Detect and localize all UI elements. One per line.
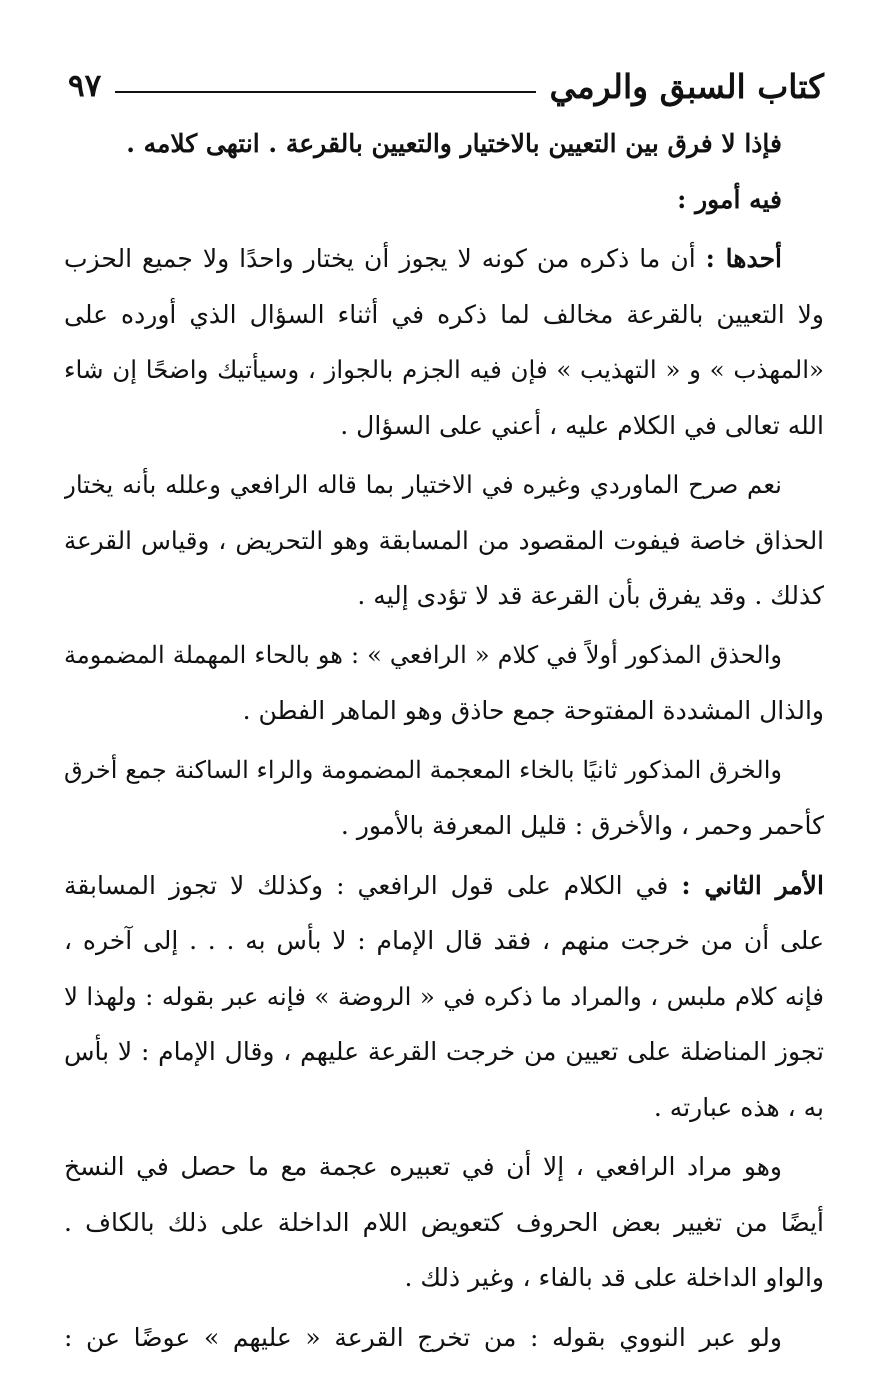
text-line: والخرق المذكور ثانيًا بالخاء المعجمة المضمومة والراء الساكنة جمع أخرق bbox=[64, 755, 782, 784]
text-line: على أن من خرجت منهم ، فقد قال الإمام : لا بأس به . . . إلى آخره ، bbox=[64, 926, 824, 955]
header-rule bbox=[115, 91, 535, 93]
line-text: في الكلام على قول الرافعي : وكذلك لا تجوز المسابقة bbox=[64, 870, 682, 900]
text-line: والحذق المذكور أولاً في كلام « الرافعي » : هو بالحاء المهملة المضمومة bbox=[64, 640, 782, 669]
text-line: ولو عبر النووي بقوله : من تخرج القرعة « عليهم » عوضًا عن : bbox=[64, 1322, 782, 1352]
running-header bbox=[64, 58, 824, 114]
section-lead: الأمر الثاني : bbox=[681, 870, 824, 900]
text-line: كذلك . وقد يفرق بأن القرعة قد لا تؤدى إليه . bbox=[357, 581, 824, 610]
book-title: كتاب السبق والرمي bbox=[549, 66, 824, 106]
text-line bbox=[64, 231, 824, 287]
text-line: تجوز المناضلة على تعيين من خرجت القرعة عليهم ، وقال الإمام : لا بأس bbox=[64, 1037, 824, 1066]
section-lead: أحدها : bbox=[705, 244, 782, 273]
text-line: فإذا لا فرق بين التعيين بالاختيار والتعيين بالقرعة . انتهى كلامه . bbox=[126, 129, 782, 158]
text-line: الحذاق خاصة فيفوت المقصود من المسابقة وهو التحريض ، وقياس القرعة bbox=[64, 525, 824, 555]
line-text: أن ما ذكره من كونه لا يجوز أن يختار واحدًا ولا جميع الحزب bbox=[64, 244, 706, 273]
text-line bbox=[64, 858, 824, 914]
text-line: الله تعالى في الكلام عليه ، أعني على السؤال . bbox=[340, 410, 824, 440]
text-line: ولا التعيين بالقرعة مخالف لما ذكره في أثناء السؤال الذي أورده على bbox=[64, 299, 824, 329]
text-line: والذال المشددة المفتوحة جمع حاذق وهو الماهر الفطن . bbox=[242, 696, 824, 725]
text-line: فإنه كلام ملبس ، والمراد ما ذكره في « الروضة » فإنه عبر بقوله : ولهذا لا bbox=[64, 981, 824, 1011]
page-body bbox=[64, 116, 824, 1365]
book-page bbox=[64, 58, 824, 1365]
text-line: نعم صرح الماوردي وغيره في الاختيار بما قاله الرافعي وعلله بأنه يختار bbox=[64, 470, 782, 499]
text-line: أيضًا من تغيير بعض الحروف كتعويض اللام الداخلة على ذلك بالكاف . bbox=[64, 1207, 824, 1237]
text-line: والواو الداخلة على قد بالفاء ، وغير ذلك . bbox=[404, 1263, 824, 1292]
text-line: «المهذب » و « التهذيب » فإن فيه الجزم بالجواز ، وسيأتيك واضحًا إن شاء bbox=[64, 355, 824, 384]
text-line: به ، هذه عبارته . bbox=[653, 1092, 824, 1122]
page-number: ٩٧ bbox=[68, 68, 102, 104]
text-line: وهو مراد الرافعي ، إلا أن في تعبيره عجمة مع ما حصل في النسخ bbox=[64, 1152, 782, 1181]
text-line: كأحمر وحمر ، والأخرق : قليل المعرفة بالأمور . bbox=[340, 811, 824, 840]
text-line: فيه أمور : bbox=[677, 184, 782, 214]
